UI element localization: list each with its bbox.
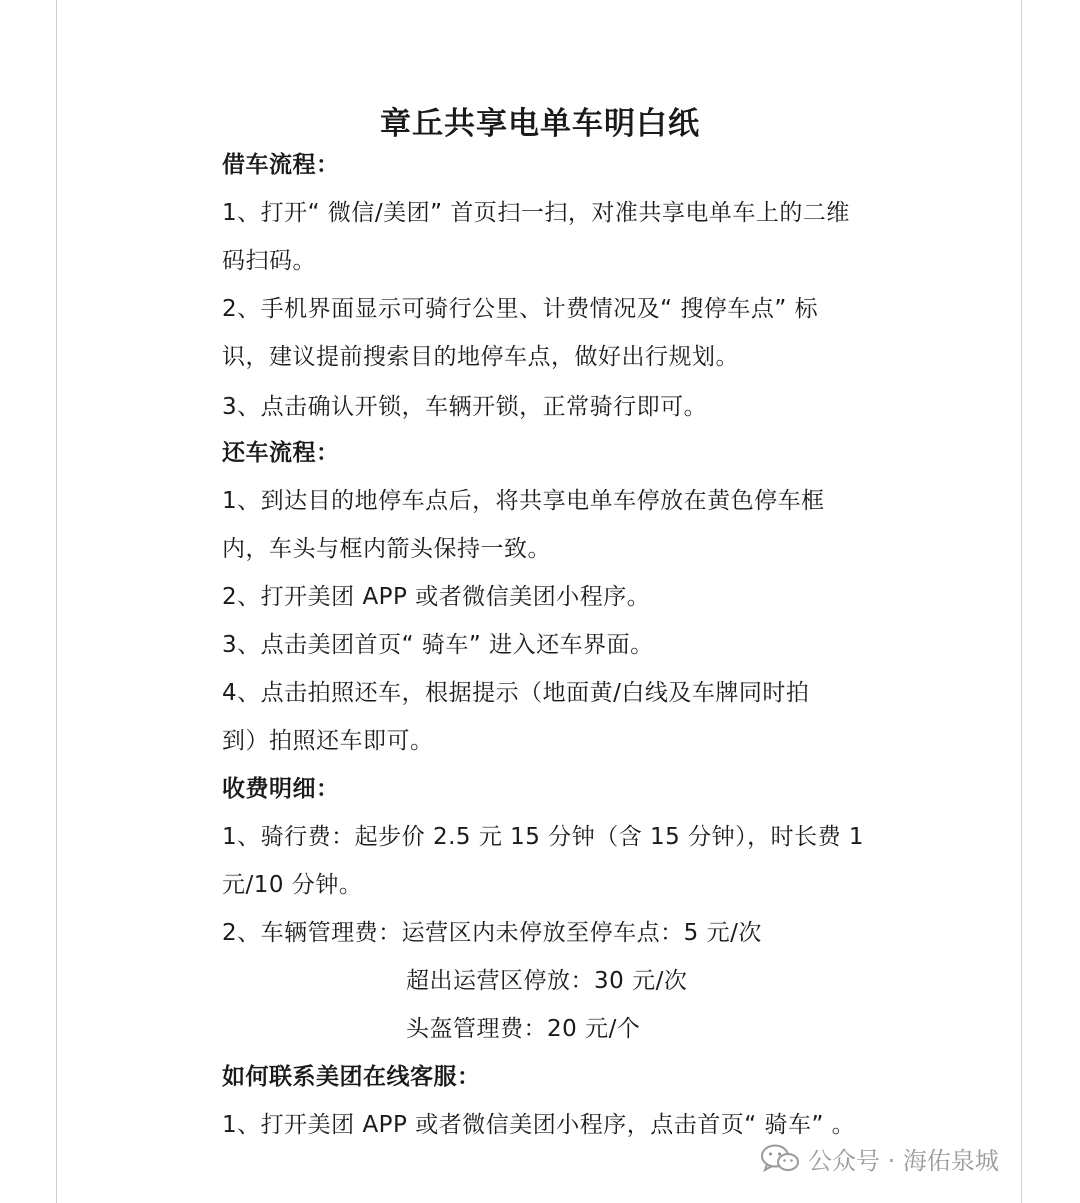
watermark [760, 1138, 999, 1178]
paragraph-line: 码扫码。 [222, 248, 316, 274]
section-heading-borrow: 借车流程： [222, 152, 340, 178]
paragraph-line: 2、打开美团 APP 或者微信美团小程序。 [222, 584, 651, 610]
paragraph-line: 识，建议提前搜索目的地停车点，做好出行规划。 [222, 344, 739, 370]
paragraph-line: 2、手机界面显示可骑行公里、计费情况及“ 搜停车点” 标 [222, 296, 819, 322]
paragraph-line: 4、点击拍照还车，根据提示（地面黄/白线及车牌同时拍 [222, 680, 810, 706]
section-heading-return: 还车流程： [222, 440, 340, 466]
paragraph-line: 元/10 分钟。 [222, 872, 363, 898]
section-heading-contact: 如何联系美团在线客服： [222, 1064, 481, 1090]
paragraph-line: 内，车头与框内箭头保持一致。 [222, 536, 551, 562]
page-title: 章丘共享电单车明白纸 [380, 106, 700, 142]
paragraph-line: 1、骑行费：起步价 2.5 元 15 分钟（含 15 分钟），时长费 1 [222, 824, 865, 850]
paragraph-line: 到）拍照还车即可。 [222, 728, 434, 754]
wechat-logo-icon [760, 1143, 800, 1173]
paragraph-line: 3、点击美团首页“ 骑车” 进入还车界面。 [222, 632, 654, 658]
paragraph-line: 1、打开美团 APP 或者微信美团小程序，点击首页“ 骑车” 。 [222, 1112, 856, 1138]
section-heading-fees: 收费明细： [222, 776, 340, 802]
paragraph-line-indented: 超出运营区停放：30 元/次 [406, 968, 688, 994]
paragraph-line-indented: 头盔管理费：20 元/个 [406, 1016, 641, 1042]
paragraph-line: 2、车辆管理费：运营区内未停放至停车点：5 元/次 [222, 920, 762, 946]
paragraph-line: 1、打开“ 微信/美团” 首页扫一扫，对准共享电单车上的二维 [222, 200, 850, 226]
paragraph-line: 1、到达目的地停车点后，将共享电单车停放在黄色停车框 [222, 488, 825, 514]
watermark-text: 公众号 · 海佑泉城 [808, 1146, 999, 1175]
paragraph-line: 3、点击确认开锁，车辆开锁，正常骑行即可。 [222, 394, 708, 420]
